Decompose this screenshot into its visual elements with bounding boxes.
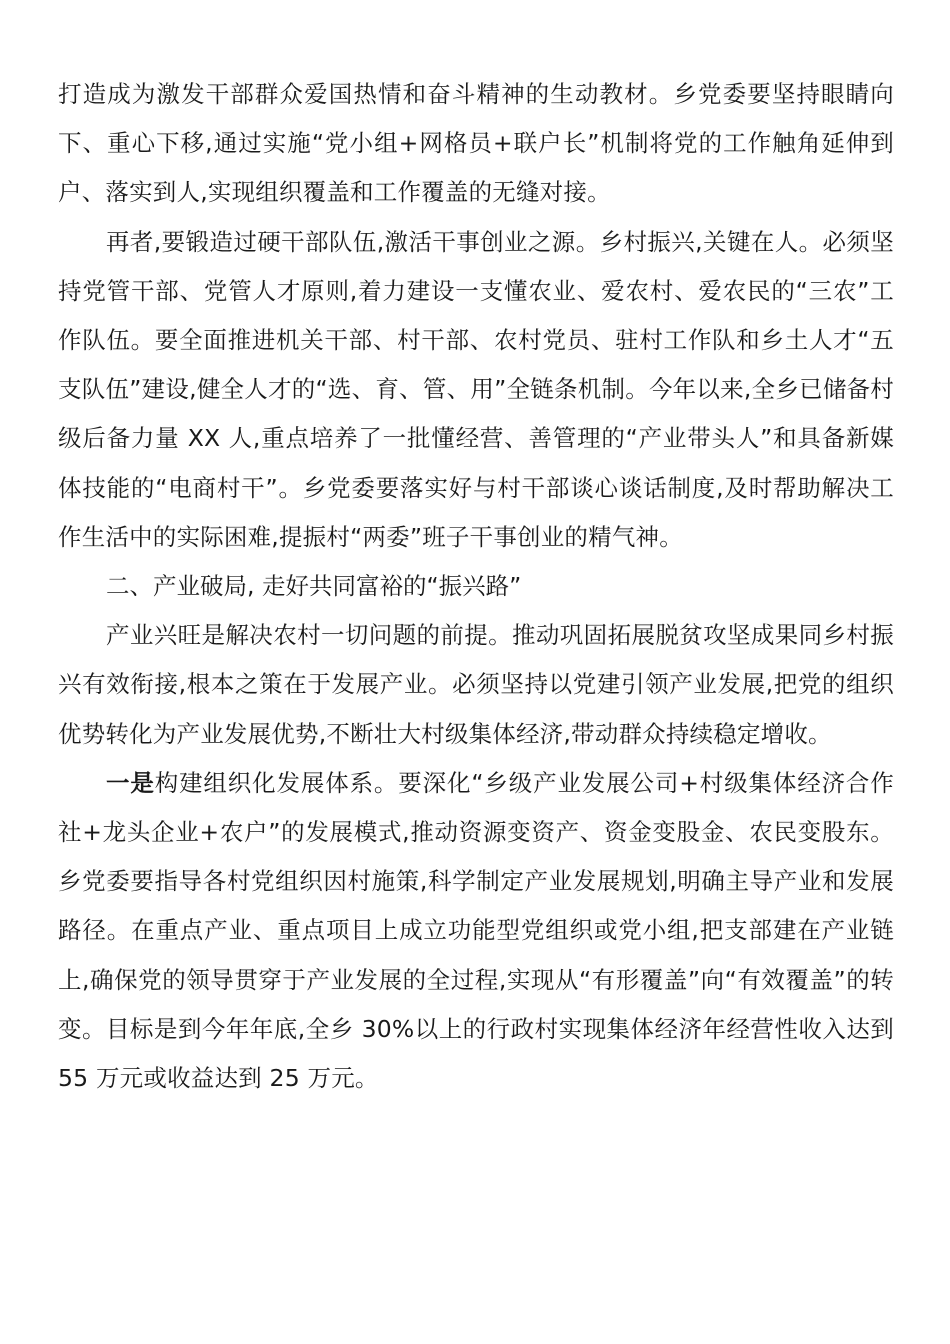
paragraph-3: 产业兴旺是解决农村一切问题的前提。推动巩固拓展脱贫攻坚成果同乡村振兴有效衔接,根本之策在于发展产业。必须坚持以党建引领产业发展,把党的组织优势转化为产业发展优势,不断壮大村级集体经济,带动群众持续稳定增收。	[58, 621, 894, 748]
paragraph-1: 打造成为激发干部群众爱国热情和奋斗精神的生动教材。乡党委要坚持眼睛向下、重心下移,通过实施“党小组+网格员+联户长”机制将党的工作触角延伸到户、落实到人,实现组织覆盖和工作覆盖的无缝对接。	[58, 80, 894, 207]
paragraph-4-lead: 一是	[106, 768, 155, 797]
paragraph-2: 再者,要锻造过硬干部队伍,激活干事创业之源。乡村振兴,关键在人。必须坚持党管干部、党管人才原则,着力建设一支懂农业、爱农村、爱农民的“三农”工作队伍。要全面推进机关干部、村干部、农村党员、驻村工作队和乡土人才“五支队伍”建设,健全人才的“选、育、管、用”全链条机制。今年以来,全乡已储备村级后备力量 XX 人,重点培养了一批懂经营、善管理的“产业带头人”和具备新媒体技能的“电商村干”。乡党委要落实好与村干部谈心谈话制度,及时帮助解决工作生活中的实际困难,提振村“两委”班子干事创业的精气神。	[58, 227, 895, 551]
paragraph-4	[58, 759, 894, 1103]
paragraph-4-body: 构建组织化发展体系。要深化“乡级产业发展公司+村级集体经济合作社+龙头企业+农户”的发展模式,推动资源变资产、资金变股金、农民变股东。乡党委要指导各村党组织因村施策,科学制定产业发展规划,明确主导产业和发展路径。在重点产业、重点项目上成立功能型党组织或党小组,把支部建在产业链上,确保党的领导贯穿于产业发展的全过程,实现从“有形覆盖”向“有效覆盖”的转变。目标是到今年年底,全乡 30%以上的行政村实现集体经济年经营性收入达到 55 万元或收益达到 25 万元。	[58, 768, 894, 1093]
section-heading-2: 二、产业破局, 走好共同富裕的“振兴路”	[106, 572, 522, 601]
document-page	[58, 70, 894, 1103]
